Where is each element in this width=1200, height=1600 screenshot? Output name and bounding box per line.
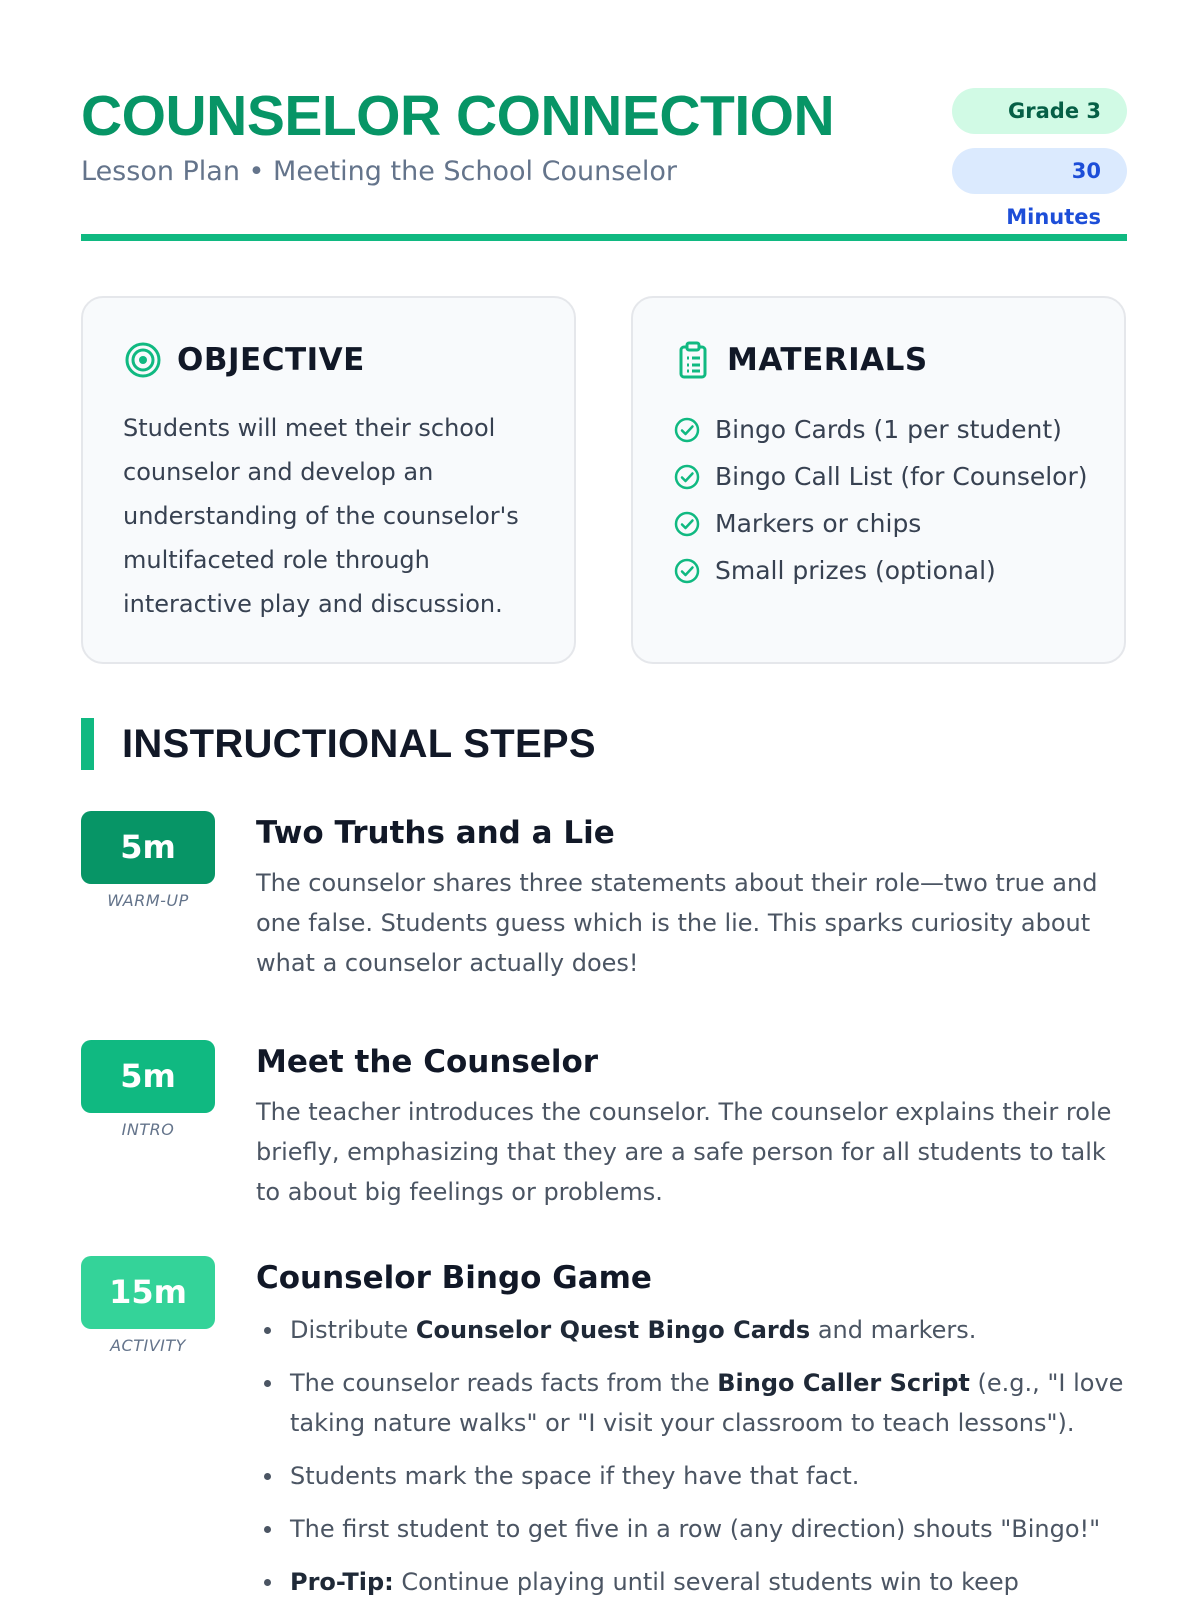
step-description: The counselor shares three statements about their role—two true and one false. Students guess which is the lie. This sparks curiosity about what a counselor actually does! [256, 869, 1098, 977]
bullet-text: Continue playing until several students win to keep [393, 1568, 1019, 1596]
materials-card [631, 296, 1126, 664]
clipboard-icon [673, 340, 713, 380]
bullet-text: Distribute [290, 1316, 416, 1344]
materials-item-label: Small prizes (optional) [715, 556, 996, 585]
grade-badge: Grade 3 [952, 88, 1127, 134]
check-circle-icon [673, 416, 701, 444]
step-phase-label: WARM-UP [107, 891, 189, 910]
bullet-item [256, 1310, 1127, 1350]
materials-list [673, 406, 1088, 594]
objective-text: Students will meet their school counselor and develop an understanding of the counselor's multifaceted role through interactive play and discussion. [123, 414, 519, 618]
materials-item-label: Bingo Cards (1 per student) [715, 415, 1062, 444]
step-description: The teacher introduces the counselor. The counselor explains their role briefly, emphasizing that they are a safe person for all students to talk to about big feelings or problems. [256, 1098, 1112, 1206]
page-title: COUNSELOR CONNECTION [81, 84, 835, 148]
steps-section-header [81, 718, 596, 770]
header-divider [81, 234, 1127, 241]
step-phase-label: INTRO [121, 1120, 175, 1139]
bullet-item [256, 1456, 1127, 1496]
check-circle-icon [673, 463, 701, 491]
check-circle-icon [673, 510, 701, 538]
lesson-header [81, 84, 1127, 244]
bullet-bold-text: Bingo Caller Script [717, 1369, 970, 1397]
step-body [256, 1256, 1127, 1600]
bullet-item [256, 1363, 1127, 1443]
materials-item [673, 547, 1088, 594]
bullet-text: The first student to get five in a row (any direction) shouts "Bingo!" [290, 1515, 1101, 1543]
bullet-text: and markers. [810, 1316, 977, 1344]
step-title: Counselor Bingo Game [256, 1260, 652, 1296]
materials-item-label: Bingo Call List (for Counselor) [715, 462, 1088, 491]
bullet-bold-text: Counselor Quest Bingo Cards [415, 1316, 811, 1344]
bullet-item [256, 1509, 1127, 1549]
materials-heading: MATERIALS [727, 342, 928, 378]
steps-heading: INSTRUCTIONAL STEPS [122, 722, 596, 766]
target-icon [123, 340, 163, 380]
step-body [256, 1040, 1127, 1212]
step-bullet-list [256, 1310, 1127, 1600]
check-circle-icon [673, 557, 701, 585]
bullet-bold-text: Pro-Tip: [290, 1568, 394, 1596]
materials-header [673, 338, 928, 382]
step-time-badge: 5m [81, 811, 215, 884]
section-accent-bar [81, 718, 94, 770]
step-title: Meet the Counselor [256, 1044, 599, 1080]
materials-item-label: Markers or chips [715, 509, 922, 538]
step-phase-label: ACTIVITY [110, 1336, 186, 1355]
bullet-item [256, 1562, 1127, 1600]
step-body [256, 811, 1127, 983]
step-time-badge: 5m [81, 1040, 215, 1113]
bullet-text: (e.g., "I love taking nature walks" or "I visit your classroom to teach lessons"). [290, 1369, 1124, 1437]
step-title: Two Truths and a Lie [256, 815, 615, 851]
bullet-text: The counselor reads facts from the [290, 1369, 718, 1397]
objective-header [123, 338, 365, 382]
materials-item [673, 406, 1088, 453]
page-subtitle: Lesson Plan • Meeting the School Counselor [81, 156, 678, 187]
objective-heading: OBJECTIVE [177, 342, 365, 378]
objective-card [81, 296, 576, 664]
duration-badge: 30 Minutes [952, 148, 1127, 194]
materials-item [673, 500, 1088, 547]
materials-item [673, 453, 1088, 500]
step-time-badge: 15m [81, 1256, 215, 1329]
bullet-text: Students mark the space if they have that fact. [290, 1462, 860, 1490]
